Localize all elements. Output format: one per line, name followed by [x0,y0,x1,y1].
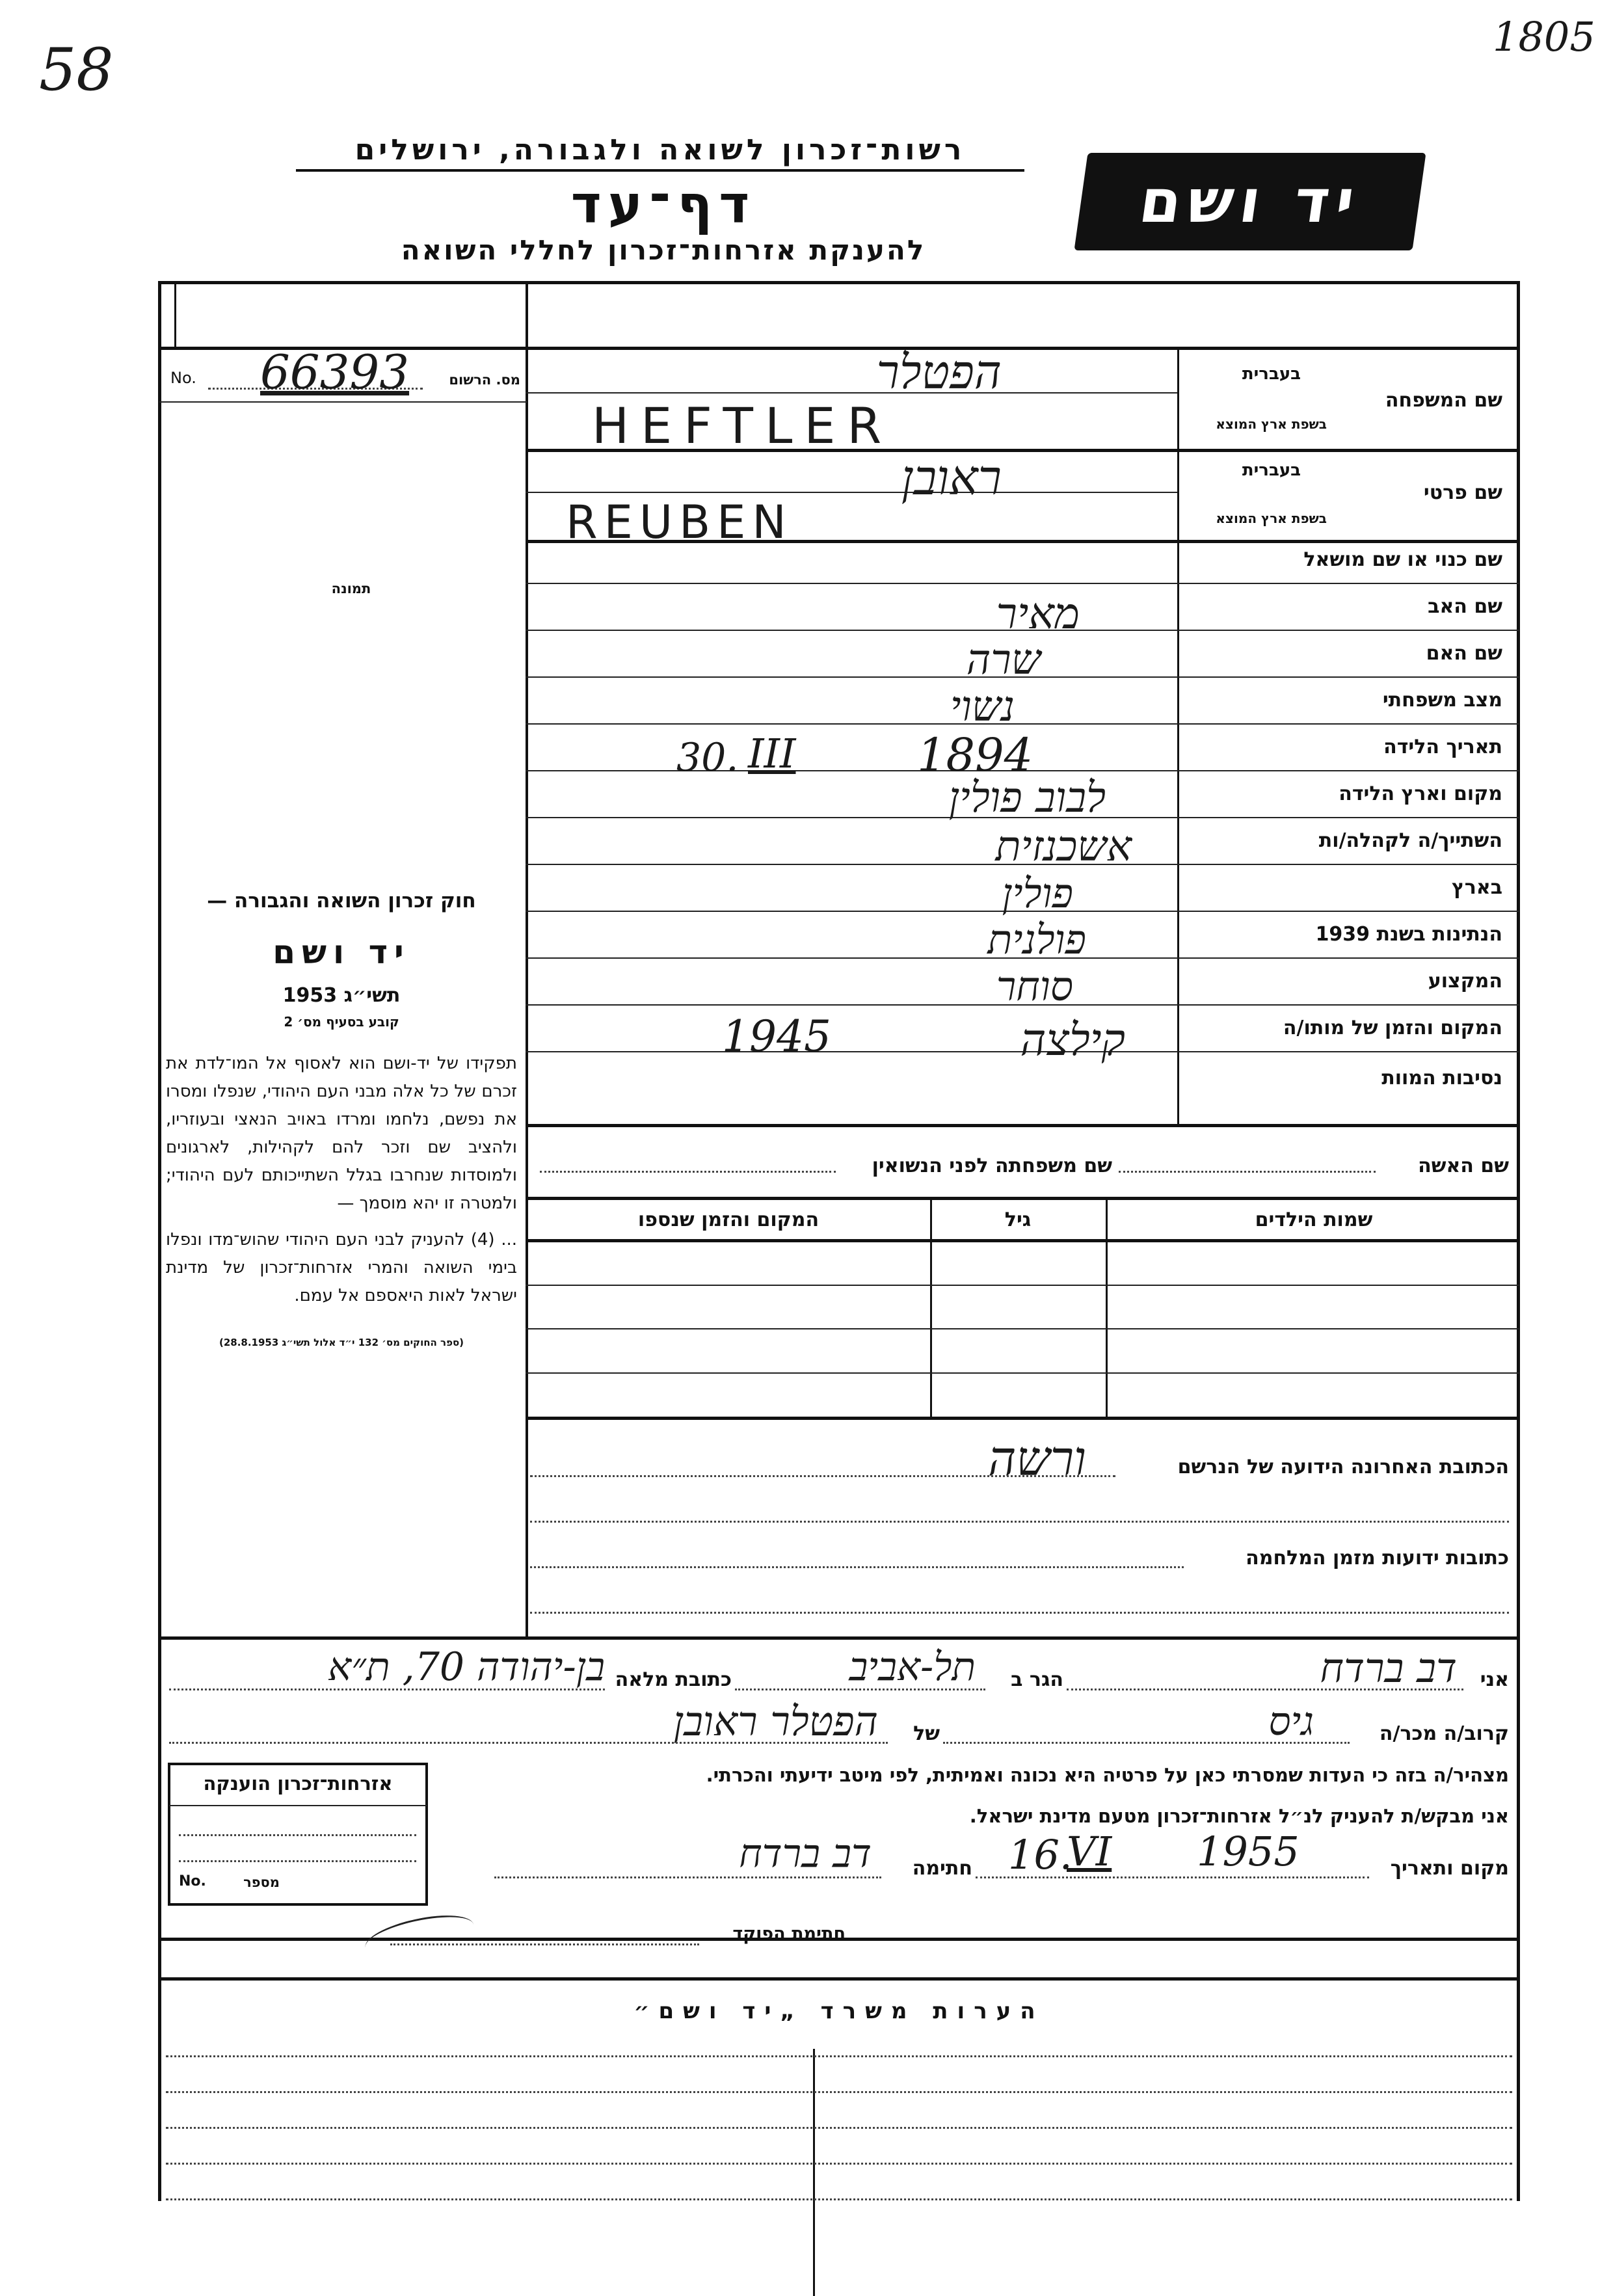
country-value: פולין [1002,870,1073,917]
citizenship-no-label: No. [179,1873,206,1889]
surname-latin-value: HEFTLER [592,397,894,455]
community-value: אשכנזית [995,823,1132,871]
given-hebrew-value: ראובן [901,450,1002,506]
law-citation: (ספר החוקים מס׳ 132 י״ד אלול תשי״ג 28.8.1953) [219,1337,464,1349]
community-label: השתייך/ה לקהלה/ות [1318,829,1502,852]
wife-name-label: שם האשה [1418,1155,1509,1177]
marital-label: מצב משפחתי [1382,689,1502,712]
corner-note-right: 1805 [1493,13,1595,60]
mother-value: שרה [966,636,1041,684]
death-cause-label: נסיבות המוות [1381,1067,1502,1089]
city-value: תל-אביב [849,1644,976,1690]
form-title: דף־עד [570,174,756,235]
given-latin-value: REUBEN [566,496,793,549]
logo-text: יד ושם [1135,167,1365,236]
request-text: אני מבקש/ת להעניק לנ״ל אזרחות־זכרון מטעם מדינת ישראל. [969,1805,1509,1827]
given-origin-caption: בשפת ארץ המוצא [1216,511,1327,526]
place-date-label: מקום ותאריך [1390,1857,1509,1880]
father-value: מאיר [996,589,1080,639]
photo-label: תמונה [331,581,371,596]
profession-label: המקצוע [1428,970,1502,993]
law-section: קובע בסעיף מס׳ 2 [284,1014,399,1030]
death-year-value: 1945 [722,1011,831,1061]
full-address-label: כתובת מלאה [615,1668,732,1691]
birth-day-value: 30. [676,735,739,781]
birth-month-value: III [748,730,796,777]
father-label: שם האב [1428,595,1502,618]
law-block [166,885,517,1351]
full-address-value: בן-יהודה 70, ת״א [328,1644,605,1690]
date-day-value: 16. [1008,1831,1073,1878]
surname-label: שם המשפחה [1385,389,1502,412]
of-label: של [913,1722,940,1745]
registration-number: 66393 [260,345,410,399]
profession-value: סוחר [996,963,1073,1010]
signature-label: חתימה [912,1857,972,1880]
birthplace-value: לבוב פולין [948,774,1106,822]
surname-hebrew-caption: בעברית [1242,364,1301,384]
children-age-header: גיל [1004,1208,1032,1231]
country-label: בארץ [1451,876,1502,899]
officer-signature-label: חתימת הפוקד [732,1924,846,1944]
registration-no-label: No. [170,369,196,387]
law-title: חוק זכרון השואה והגבורה — [207,889,476,913]
registration-label: מס. הרשום [449,372,520,388]
resides-label: הגר ב [1011,1668,1063,1691]
children-names-header: שמות הילדים [1255,1208,1373,1231]
form-subtitle: להענקת אזרחות־זכרון לחללי השואה [401,234,926,266]
citizenship-granted-title: אזרחות־זכרון הוענקה [203,1772,393,1795]
date-year-value: 1955 [1197,1828,1300,1875]
given-name-label: שם פרטי [1423,481,1502,504]
yad-vashem-logo [1074,153,1426,250]
mother-label: שם האם [1426,642,1502,665]
law-name: יד ושם [273,933,410,972]
of-name-value: הפטלר ראובן [673,1698,878,1745]
last-address-value: ורשה [987,1431,1086,1487]
citizenship-value: פולנית [987,916,1086,963]
relative-label: קרוב/ה מכר/ה [1379,1722,1509,1745]
signature-value: דב ברדח [739,1831,872,1876]
death-place-label: המקום והזמן של מותו/ה [1283,1017,1502,1039]
given-hebrew-caption: בעברית [1242,461,1301,480]
surname-origin-caption: בשפת ארץ המוצא [1216,416,1327,432]
authority-title: רשות־זכרון לשואה ולגבורה, ירושלים [296,133,1024,172]
children-place-header: המקום והזמן שנספו [637,1208,820,1231]
declaration-text: מצהיר/ה בזה כי העדות שמסרתי כאן על פרטיה היא נכונה ואמיתית, לפי מיטב ידיעתי והכרתי. [706,1764,1509,1786]
law-paragraph-1: תפקידו של יד-ושם הוא לאסוף אל המו־לדת את זכרם של כל אלה מבני העם היהודי, שנפלו ומסרו את נפשם, נלחמו ומרדו באויב הנאצי ובעוזריו, ולהציב שם וזכר להם לקהילות, לארגונים ולמוסדות שנחרבו בגלל השתייכותם לעם היהודי; ולמטרה זו יהא מוסמך — [166,1054,517,1213]
marital-value: נשוי [950,683,1015,731]
corner-note-left: 58 [39,36,114,104]
surname-hebrew-value: הפטלר [876,345,1002,399]
declarant-name-value: דב ברדח [1320,1644,1457,1692]
law-paragraph-2: ... (4) להעניק לבני העם היהודי שהוש־מדו ונפלו בימי השואה והמרי אזרחות־זכרון של מדינת ישראל לאות היאספם אל עמם. [166,1230,517,1306]
nickname-label: שם כנוי או שם מושאל [1303,548,1502,571]
office-notes-title: הערות משרד „יד ושם״ [633,1998,1045,2024]
date-month-value: VI [1067,1828,1112,1875]
wife-maiden-label: שם משפחתה לפני הנשואין [872,1155,1112,1177]
citizenship-1939-label: הנתינות בשנת 1939 [1315,923,1502,946]
relation-value: גיס [1268,1699,1314,1744]
birthdate-label: תאריך הלידה [1383,736,1502,758]
birth-year-value: 1894 [917,728,1033,782]
wartime-address-label: כתובות ידועות מזמן המלחמה [1246,1547,1509,1569]
last-address-label: הכתובת האחרונה הידועה של הנרשם [1177,1456,1509,1478]
birthplace-label: מקום וארץ הלידה [1339,782,1502,805]
law-year: תשי״ג 1953 [282,983,401,1007]
declarant-i-label: אני [1480,1668,1509,1691]
citizenship-number-label: מספר [243,1875,280,1890]
death-place-value: קילצה [1020,1015,1125,1066]
